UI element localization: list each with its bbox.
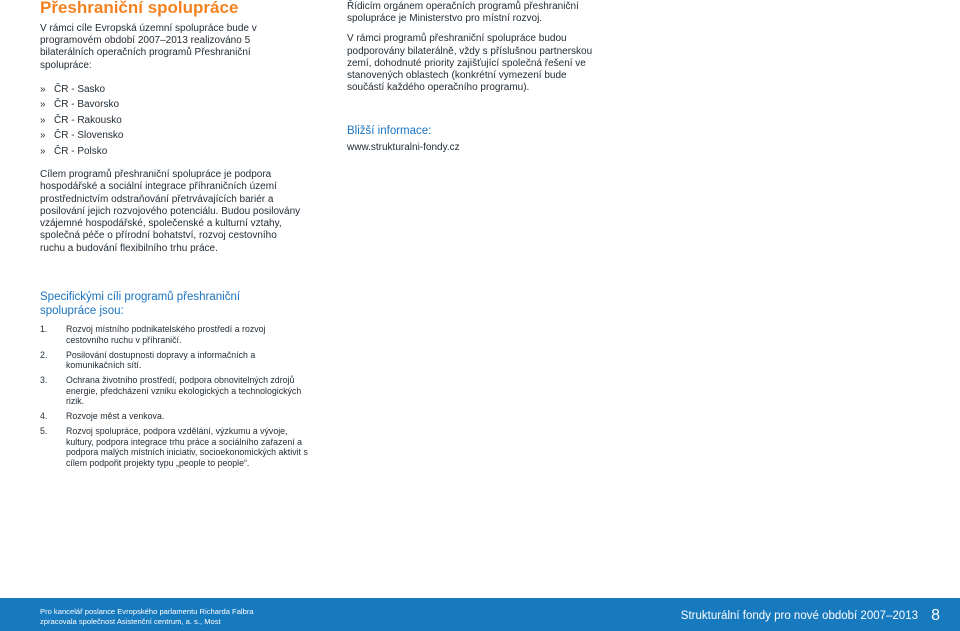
goal-text: Rozvoj spolupráce, podpora vzdělání, výzkumu a vývoje, kultury, podpora integrace trhu práce a sociálního zařazení a podpora malých místních iniciativ, socioekonomických aktivit s cílem podpořit projekty typu „people to people“. xyxy=(66,426,308,468)
goal-item xyxy=(40,411,310,422)
goal-item xyxy=(40,375,310,407)
goal-text: Posilování dostupnosti dopravy a informačních a komunikačních sítí. xyxy=(66,349,256,370)
specific-goals-heading: Specifickými cíli programů přeshraniční spolupráce jsou: xyxy=(40,291,241,317)
page-title: Přeshraniční spolupráce xyxy=(40,0,239,17)
footer-credits xyxy=(40,607,254,627)
goal-item xyxy=(40,426,310,468)
intro-section xyxy=(40,23,270,159)
goal-item xyxy=(40,350,310,371)
region-item: » ČR - Polsko xyxy=(40,144,270,160)
footer-credit-line: zpracovala společnost Asistenční centrum, a. s., Most xyxy=(40,617,221,626)
right-column xyxy=(347,1,597,102)
region-item: » ČR - Rakousko xyxy=(40,113,270,129)
aim-paragraph: Cílem programů přeshraniční spolupráce je podpora hospodářské a sociální integrace příhraničních území prostřednictvím odstraňování přetrvávajících bariér a posilování jejich rozvojového potenciálu. Budou posilovány vzájemné hospodářské, společenské a kulturní vztahy, společná péče o přírodní bohatství, rozvoj cestovního ruchu a budování flexibilního trhu práce. xyxy=(40,169,301,254)
page-number: 8 xyxy=(931,607,940,624)
goal-text: Rozvoje měst a venkova. xyxy=(66,411,165,421)
specific-goals-section xyxy=(40,291,310,473)
goal-number: 5. xyxy=(40,426,48,436)
region-item: » ČR - Slovensko xyxy=(40,128,270,144)
goal-item xyxy=(40,324,310,345)
specific-goals-list xyxy=(40,324,310,468)
goal-text: Rozvoj místního podnikatelského prostředí a rozvoj cestovního ruchu v příhraničí. xyxy=(66,324,266,345)
support-paragraph: V rámci programů přeshraniční spolupráce budou podporovány bilaterálně, vždy s příslušnou partnerskou zemí, dohodnuté priority zajišťující společná řešení ve stanovených oblastech (konkrétní vymezení bude součástí každého operačního programu). xyxy=(347,33,593,94)
goal-number: 3. xyxy=(40,375,48,385)
region-item: » ČR - Sasko xyxy=(40,82,270,98)
publication-title: Strukturální fondy pro nové období 2007–2013 xyxy=(680,610,918,622)
goal-text: Ochrana životního prostředí, podpora obnovitelných zdrojů energie, předcházení vzniku ekologických a technologických rizik. xyxy=(66,375,302,406)
goal-number: 2. xyxy=(40,349,48,360)
authority-paragraph: Řídicím orgánem operačních programů přeshraniční spolupráce je Ministerstvo pro místní rozvoj. xyxy=(347,1,579,25)
more-info-link[interactable]: www.strukturalni-fondy.cz xyxy=(347,142,460,153)
footer-credit-line: Pro kancelář poslance Evropského parlamentu Richarda Falbra xyxy=(40,607,254,616)
goal-number: 4. xyxy=(40,411,48,421)
more-info-heading: Bližší informace: xyxy=(347,125,432,137)
regions-list xyxy=(40,82,270,160)
intro-text: V rámci cíle Evropská územní spolupráce bude v programovém období 2007–2013 realizováno 5 bilaterálních operačních programů Přeshraniční spolupráce: xyxy=(40,23,257,71)
goal-number: 1. xyxy=(40,324,48,334)
footer-bar xyxy=(0,598,960,631)
region-item: » ČR - Bavorsko xyxy=(40,97,270,113)
